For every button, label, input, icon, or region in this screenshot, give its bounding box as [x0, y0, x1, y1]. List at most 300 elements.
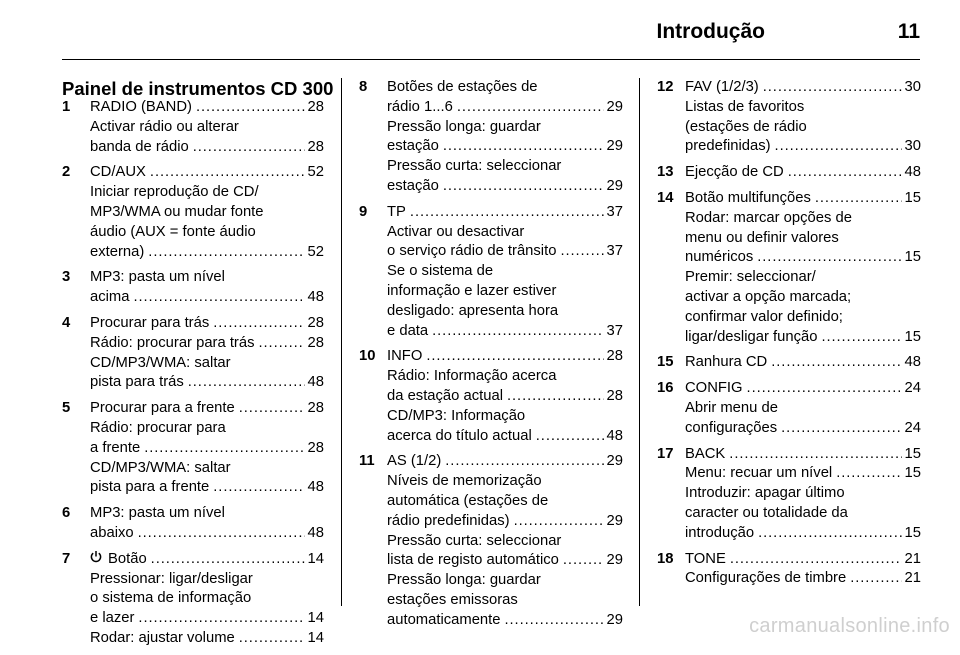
entry-line-with-page-ref: [90, 524, 324, 544]
dot-leader: [213, 314, 304, 334]
entry-text: [387, 158, 561, 174]
entry-text: [90, 184, 259, 200]
page-reference: 28: [307, 439, 324, 456]
dot-leader: [213, 478, 304, 498]
column-3: [657, 78, 921, 595]
entry-text-value: CD/MP3/WMA: saltar: [90, 354, 231, 371]
entry-line: [90, 459, 324, 479]
entry-text: [387, 592, 518, 608]
entry-text: [685, 230, 839, 246]
dot-leader: [196, 98, 305, 118]
page-reference: 28: [307, 138, 324, 155]
entry-text: [387, 137, 443, 157]
entry-text-value: Pressão curta: seleccionar: [387, 158, 562, 175]
entry-text-value: Activar ou desactivar: [387, 223, 525, 240]
page-reference: 15: [904, 189, 921, 206]
entry-text: [685, 328, 821, 348]
entry-line: [685, 98, 921, 118]
dot-leader: [457, 98, 604, 118]
page-reference: 37: [606, 322, 623, 339]
entry-text-value: Rádio: Informação acerca: [387, 368, 557, 385]
entry-text: [685, 419, 781, 439]
entry-text: [90, 478, 213, 498]
page-reference: 29: [606, 552, 623, 569]
entry-line-with-page-ref: [685, 137, 921, 157]
dot-leader: [788, 163, 902, 183]
index-entry: [62, 268, 324, 308]
dot-leader: [138, 524, 305, 544]
page-reference: 14: [307, 629, 324, 646]
entry-text-value: banda de rádio: [90, 138, 189, 155]
dot-leader: [188, 373, 305, 393]
entry-text-value: Introduzir: apagar último: [685, 485, 845, 502]
entry-line: [685, 288, 921, 308]
index-entry: [359, 452, 623, 630]
entry-line-with-page-ref: [90, 629, 324, 649]
entry-text-value: TONE: [685, 550, 726, 567]
entry-text: [90, 138, 193, 158]
entry-text: [90, 609, 138, 629]
entry-text-value: estações emissoras: [387, 591, 518, 608]
entry-text-value: numéricos: [685, 249, 754, 266]
entry-text-value: Abrir menu de: [685, 399, 778, 416]
entry-text: [90, 224, 256, 240]
dot-leader: [514, 512, 604, 532]
dot-leader: [836, 464, 901, 484]
entry-line: [387, 262, 623, 282]
entry-text: [685, 569, 850, 589]
entry-line-with-page-ref: [685, 353, 921, 373]
entry-text-value: MP3: pasta um nível: [90, 269, 225, 286]
entry-number: 6: [62, 505, 71, 522]
entry-line: [685, 504, 921, 524]
entry-line: [685, 399, 921, 419]
index-entry: [359, 347, 623, 446]
entry-number: 8: [359, 79, 368, 95]
dot-leader: [443, 137, 604, 157]
entry-text-value: caracter ou totalidade da: [685, 504, 848, 521]
entry-text-value: acima: [90, 289, 130, 306]
entry-text-value: Menu: recuar um nível: [685, 465, 833, 482]
entry-text-value: MP3: pasta um nível: [90, 505, 225, 522]
entry-line: [90, 223, 324, 243]
entry-text-value: o serviço rádio de trânsito: [387, 243, 557, 260]
entry-number: 12: [657, 79, 674, 95]
entry-line-with-page-ref: [685, 248, 921, 268]
entry-text-value: lista de registo automático: [387, 552, 559, 569]
entry-text: [685, 78, 763, 98]
entry-line-with-page-ref: [387, 203, 623, 223]
entry-text-value: externa): [90, 243, 145, 260]
page-reference: 29: [606, 512, 623, 529]
index-entry: [62, 399, 324, 498]
column-1: [62, 98, 324, 655]
entry-text: [387, 512, 514, 532]
entry-text-value: e lazer: [90, 610, 135, 627]
entry-text: [387, 263, 493, 279]
entry-line: [387, 302, 623, 322]
entry-number: 14: [657, 189, 674, 206]
entry-text: [387, 224, 524, 240]
header-divider: [62, 59, 920, 60]
entry-text: [90, 119, 239, 135]
entry-number: 18: [657, 550, 674, 567]
entry-text-value: Premir: seleccionar/: [685, 269, 816, 286]
page-reference: 28: [307, 314, 324, 331]
entry-text-value: pista para trás: [90, 374, 184, 391]
entry-number: 10: [359, 348, 376, 365]
page-reference: 28: [307, 400, 324, 417]
entry-text: [90, 550, 151, 570]
entry-text: [685, 99, 804, 115]
dot-leader: [560, 242, 603, 262]
entry-text: [387, 79, 538, 95]
index-entry: [62, 314, 324, 393]
entry-text: [685, 269, 816, 285]
entry-text-value: automaticamente: [387, 611, 501, 628]
entry-text-value: áudio (AUX = fonte áudio: [90, 223, 256, 240]
entry-line-with-page-ref: [90, 609, 324, 629]
entry-text: [387, 408, 525, 424]
entry-line-with-page-ref: [685, 328, 921, 348]
entry-text-value: Pressão longa: guardar: [387, 118, 541, 135]
entry-text: [387, 347, 426, 367]
entry-line: [685, 484, 921, 504]
entry-line: [685, 209, 921, 229]
dot-leader: [410, 203, 604, 223]
index-entry: [657, 550, 921, 590]
entry-line: [387, 118, 623, 138]
entry-text: [90, 629, 239, 649]
entry-text: [90, 571, 253, 587]
entry-text: [387, 322, 432, 342]
entry-number: 11: [359, 453, 375, 470]
entry-text-value: Pressão curta: seleccionar: [387, 532, 562, 549]
entry-line-with-page-ref: [90, 550, 324, 570]
dot-leader: [507, 387, 604, 407]
entry-number: 3: [62, 269, 71, 286]
entry-line-with-page-ref: [685, 464, 921, 484]
entry-text-value: menu ou definir valores: [685, 229, 839, 246]
entry-text-value: rádio predefinidas): [387, 512, 510, 529]
dot-leader: [781, 419, 901, 439]
entry-text: [387, 387, 507, 407]
entry-text-value: CD/AUX: [90, 164, 146, 181]
entry-line-with-page-ref: [90, 373, 324, 393]
entry-line-with-page-ref: [90, 98, 324, 118]
entry-text: [685, 464, 836, 484]
entry-number: 5: [62, 400, 71, 417]
page-reference: 29: [606, 138, 623, 155]
entry-text: [387, 473, 542, 489]
entry-line: [387, 591, 623, 611]
entry-text: [90, 439, 144, 459]
dot-leader: [758, 524, 901, 544]
page-reference: 30: [904, 138, 921, 155]
entry-text: [685, 119, 807, 135]
entry-text: [90, 524, 138, 544]
entry-text-value: Se o sistema de: [387, 263, 494, 280]
dot-leader: [193, 138, 305, 158]
entry-text: [387, 452, 445, 472]
entry-line-with-page-ref: [387, 347, 623, 367]
entry-text-value: activar a opção marcada;: [685, 288, 852, 305]
entry-line-with-page-ref: [90, 288, 324, 308]
entry-line: [90, 589, 324, 609]
dot-leader: [821, 328, 901, 348]
entry-line-with-page-ref: [387, 98, 623, 118]
entry-number: 7: [62, 550, 71, 567]
entry-text: [90, 373, 188, 393]
entry-line-with-page-ref: [90, 334, 324, 354]
dot-leader: [775, 137, 902, 157]
entry-line-with-page-ref: [387, 512, 623, 532]
entry-line-with-page-ref: [90, 314, 324, 334]
page-reference: 28: [606, 348, 623, 365]
entry-text-value: Rodar: ajustar volume: [90, 629, 235, 646]
entry-text: [685, 524, 758, 544]
entry-text: [387, 177, 443, 197]
dot-leader: [133, 288, 304, 308]
entry-text: [387, 551, 563, 571]
page-reference: 21: [904, 570, 921, 587]
entry-line: [387, 78, 623, 98]
entry-line-with-page-ref: [90, 439, 324, 459]
dot-leader: [150, 163, 305, 183]
index-entry: [657, 379, 921, 438]
page-reference: 37: [606, 243, 623, 260]
page-reference: 37: [606, 203, 623, 220]
entry-line-with-page-ref: [387, 611, 623, 631]
page-reference: 48: [904, 354, 921, 371]
entry-line: [90, 419, 324, 439]
index-entry: [62, 163, 324, 262]
index-entry: [62, 504, 324, 544]
index-entry: [62, 550, 324, 649]
entry-text-value: estação: [387, 177, 439, 194]
page-reference: 48: [307, 524, 324, 541]
dot-leader: [763, 78, 902, 98]
entry-line-with-page-ref: [90, 478, 324, 498]
entry-line: [387, 367, 623, 387]
entry-text-value: Activar rádio ou alterar: [90, 118, 239, 135]
entry-line: [90, 183, 324, 203]
dot-leader: [443, 177, 604, 197]
page-reference: 30: [904, 79, 921, 95]
entry-number: 16: [657, 380, 674, 397]
index-entry: [359, 78, 623, 197]
dot-leader: [151, 550, 305, 570]
entry-text-value: estação: [387, 138, 439, 155]
entry-text: [90, 204, 264, 220]
entry-text: [90, 460, 231, 476]
column-divider: [639, 78, 640, 606]
index-entry: [657, 189, 921, 347]
watermark: carmanualsonline.info: [749, 615, 950, 637]
entry-number: 13: [657, 164, 674, 181]
entry-text-value: predefinidas): [685, 138, 771, 155]
entry-text: [387, 242, 560, 262]
page-reference: 14: [307, 550, 324, 567]
entry-line: [685, 229, 921, 249]
page-reference: 29: [606, 98, 623, 115]
section-title: Painel de instrumentos CD 300: [62, 78, 334, 99]
entry-text: [685, 289, 851, 305]
entry-line: [90, 268, 324, 288]
entry-line-with-page-ref: [387, 427, 623, 447]
entry-text-value: abaixo: [90, 524, 134, 541]
entry-number: 2: [62, 164, 71, 181]
column-2: [359, 78, 623, 637]
dot-leader: [432, 322, 603, 342]
entry-text: [90, 269, 225, 285]
entry-text: [387, 283, 556, 299]
entry-text-value: automática (estações de: [387, 492, 549, 509]
entry-text: [90, 399, 239, 419]
entry-text: [387, 98, 457, 118]
page-reference: 52: [307, 164, 324, 181]
entry-text: [90, 288, 133, 308]
entry-text-value: Configurações de timbre: [685, 570, 847, 587]
index-entry: [657, 353, 921, 373]
dot-leader: [563, 551, 604, 571]
entry-line-with-page-ref: [685, 569, 921, 589]
entry-text: [685, 505, 848, 521]
dot-leader: [771, 353, 901, 373]
entry-text-value: introdução: [685, 524, 755, 541]
page-reference: 15: [904, 249, 921, 266]
entry-text: [685, 445, 729, 465]
entry-line: [387, 407, 623, 427]
dot-leader: [850, 569, 901, 589]
entry-line-with-page-ref: [387, 177, 623, 197]
entry-text: [387, 611, 505, 631]
entry-line: [387, 571, 623, 591]
entry-text: [90, 98, 196, 118]
entry-line: [387, 223, 623, 243]
page-reference: 28: [307, 334, 324, 351]
entry-line-with-page-ref: [90, 243, 324, 263]
entry-text: [685, 485, 845, 501]
entry-text-value: a frente: [90, 439, 141, 456]
entry-text: [387, 303, 558, 319]
entry-text: [90, 314, 213, 334]
dot-leader: [144, 439, 304, 459]
index-entry: [657, 163, 921, 183]
entry-text: [90, 163, 150, 183]
entry-text-value: Botões de estações de: [387, 79, 538, 95]
entry-text-value: Iniciar reprodução de CD/: [90, 184, 259, 201]
index-entry: [657, 78, 921, 157]
entry-text: [387, 119, 541, 135]
entry-text-value: BACK: [685, 445, 726, 462]
dot-leader: [757, 248, 901, 268]
entry-line: [685, 118, 921, 138]
page-reference: 24: [904, 419, 921, 436]
entry-line: [387, 472, 623, 492]
page-header-title: Introdução: [656, 20, 765, 43]
entry-text: [685, 379, 747, 399]
page-reference: 29: [606, 453, 623, 470]
page-reference: 28: [307, 99, 324, 115]
entry-text: [685, 210, 852, 226]
entry-text-value: confirmar valor definido;: [685, 308, 843, 325]
entry-line: [90, 354, 324, 374]
entry-text-value: e data: [387, 322, 429, 339]
entry-text: [90, 590, 251, 606]
column-divider: [341, 78, 342, 606]
page-reference: 48: [904, 164, 921, 181]
entry-text-value: Procurar para trás: [90, 314, 210, 331]
entry-number: 15: [657, 354, 674, 371]
entry-text: [90, 505, 225, 521]
entry-number: 17: [657, 445, 674, 462]
entry-text-value: Ranhura CD: [685, 354, 768, 371]
page-reference: 29: [606, 611, 623, 628]
entry-line-with-page-ref: [387, 387, 623, 407]
entry-line-with-page-ref: [685, 163, 921, 183]
entry-line-with-page-ref: [387, 551, 623, 571]
entry-text: [387, 203, 410, 223]
page-reference: 15: [904, 328, 921, 345]
entry-line-with-page-ref: [685, 550, 921, 570]
entry-text: [387, 427, 536, 447]
entry-line-with-page-ref: [90, 399, 324, 419]
entry-text-value: RADIO (BAND): [90, 99, 192, 115]
entry-line-with-page-ref: [685, 189, 921, 209]
page-reference: 24: [904, 380, 921, 397]
entry-text: [387, 572, 541, 588]
page-reference: 48: [307, 289, 324, 306]
page-reference: 14: [307, 610, 324, 627]
entry-text-value: Níveis de memorização: [387, 473, 542, 490]
entry-line-with-page-ref: [90, 138, 324, 158]
entry-line-with-page-ref: [90, 163, 324, 183]
entry-text-value: FAV (1/2/3): [685, 79, 759, 95]
entry-number: 9: [359, 203, 368, 220]
dot-leader: [259, 334, 305, 354]
entry-text-value: TP: [387, 203, 406, 220]
entry-text-value: configurações: [685, 419, 778, 436]
entry-line-with-page-ref: [685, 419, 921, 439]
page-number: 11: [897, 20, 920, 43]
entry-line: [90, 504, 324, 524]
entry-line-with-page-ref: [387, 137, 623, 157]
dot-leader: [239, 629, 305, 649]
entry-text-value: pista para a frente: [90, 479, 210, 496]
entry-text-value: Botão: [108, 550, 147, 567]
entry-text-value: Pressão longa: guardar: [387, 572, 541, 589]
entry-text-value: informação e lazer estiver: [387, 282, 557, 299]
page-reference: 15: [904, 445, 921, 462]
dot-leader: [747, 379, 902, 399]
entry-text-value: ligar/desligar função: [685, 328, 818, 345]
entry-text: [685, 248, 757, 268]
entry-text-value: CD/MP3: Informação: [387, 407, 526, 424]
entry-line: [685, 268, 921, 288]
dot-leader: [445, 452, 603, 472]
entry-line: [90, 570, 324, 590]
power-icon: [90, 550, 102, 570]
entry-text: [90, 355, 231, 371]
entry-text-value: (estações de rádio: [685, 118, 807, 135]
entry-text-value: CD/MP3/WMA: saltar: [90, 459, 231, 476]
entry-text: [685, 189, 815, 209]
dot-leader: [536, 427, 604, 447]
entry-number: 1: [62, 99, 71, 115]
entry-text-value: rádio 1...6: [387, 98, 453, 115]
page-reference: 29: [606, 177, 623, 194]
